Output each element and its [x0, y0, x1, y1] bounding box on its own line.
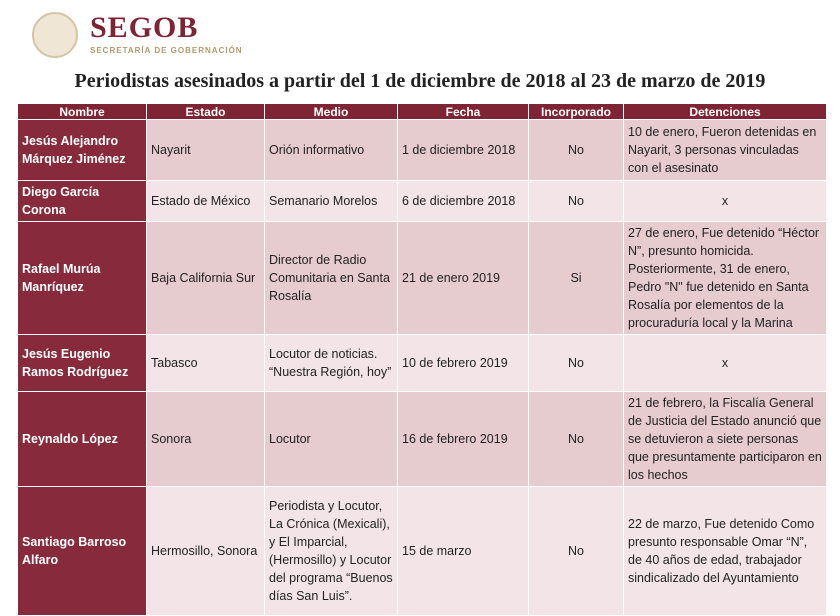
cell-estado: Sonora	[147, 392, 265, 487]
cell-estado: Tabasco	[147, 335, 265, 392]
cell-medio: Director de Radio Comunitaria en Santa Rosalía	[265, 222, 398, 335]
cell-estado: Hermosillo, Sonora	[147, 487, 265, 616]
cell-medio: Locutor de noticias. “Nuestra Región, hoy”	[265, 335, 398, 392]
table-row	[18, 181, 827, 222]
coat-of-arms-seal-icon	[32, 12, 78, 58]
cell-incorporado: Si	[529, 222, 624, 335]
cell-detenciones: 22 de marzo, Fue detenido Como presunto responsable Omar “N”, de 40 años de edad, trabajador sindicalizado del Ayuntamiento	[624, 487, 827, 616]
cell-estado: Baja California Sur	[147, 222, 265, 335]
cell-detenciones: 21 de febrero, la Fiscalía General de Justicia del Estado anunció que se detuvieron a siete personas que presuntamente participaron en los hechos	[624, 392, 827, 487]
column-header-fecha: Fecha	[398, 104, 529, 120]
cell-detenciones: x	[624, 181, 827, 222]
cell-fecha: 1 de diciembre 2018	[398, 120, 529, 181]
cell-nombre: Rafael Murúa Manríquez	[18, 222, 147, 335]
cell-fecha: 21 de enero 2019	[398, 222, 529, 335]
cell-detenciones: 10 de enero, Fueron detenidas en Nayarit, 3 personas vinculadas con el asesinato	[624, 120, 827, 181]
cell-medio: Orión informativo	[265, 120, 398, 181]
cell-fecha: 6 de diciembre 2018	[398, 181, 529, 222]
cell-incorporado: No	[529, 392, 624, 487]
cell-nombre: Reynaldo López	[18, 392, 147, 487]
cell-nombre: Jesús Eugenio Ramos Rodríguez	[18, 335, 147, 392]
table-row	[18, 487, 827, 616]
brand-name: SEGOB	[90, 11, 199, 44]
cell-incorporado: No	[529, 487, 624, 616]
cell-nombre: Diego García Corona	[18, 181, 147, 222]
table-row	[18, 392, 827, 487]
header	[28, 8, 348, 64]
cell-detenciones: x	[624, 335, 827, 392]
cell-estado: Nayarit	[147, 120, 265, 181]
cell-estado: Estado de México	[147, 181, 265, 222]
table-row	[18, 335, 827, 392]
cell-fecha: 16 de febrero 2019	[398, 392, 529, 487]
cell-nombre: Jesús Alejandro Márquez Jiménez	[18, 120, 147, 181]
column-header-nombre: Nombre	[18, 104, 147, 120]
column-header-estado: Estado	[147, 104, 265, 120]
column-header-medio: Medio	[265, 104, 398, 120]
column-header-incorporado: Incorporado	[529, 104, 624, 120]
cell-fecha: 10 de febrero 2019	[398, 335, 529, 392]
journalists-table	[17, 103, 827, 616]
cell-detenciones: 27 de enero, Fue detenido “Héctor N”, presunto homicida. Posteriormente, 31 de enero, Pedro "N" fue detenido en Santa Rosalía por elementos de la procuraduría local y la Marina	[624, 222, 827, 335]
cell-incorporado: No	[529, 181, 624, 222]
table-row	[18, 222, 827, 335]
page-title: Periodistas asesinados a partir del 1 de diciembre de 2018 al 23 de marzo de 2019	[74, 70, 766, 92]
table-row	[18, 120, 827, 181]
cell-medio: Locutor	[265, 392, 398, 487]
column-header-detenciones: Detenciones	[624, 104, 827, 120]
cell-incorporado: No	[529, 335, 624, 392]
cell-medio: Semanario Morelos	[265, 181, 398, 222]
cell-fecha: 15 de marzo	[398, 487, 529, 616]
brand-subtitle: SECRETARÍA DE GOBERNACIÓN	[90, 46, 243, 55]
cell-nombre: Santiago Barroso Alfaro	[18, 487, 147, 616]
brand	[90, 12, 243, 55]
cell-medio: Periodista y Locutor, La Crónica (Mexicali), y El Imparcial, (Hermosillo) y Locutor del programa “Buenos días San Luis”.	[265, 487, 398, 616]
table-header-row	[18, 104, 827, 120]
cell-incorporado: No	[529, 120, 624, 181]
